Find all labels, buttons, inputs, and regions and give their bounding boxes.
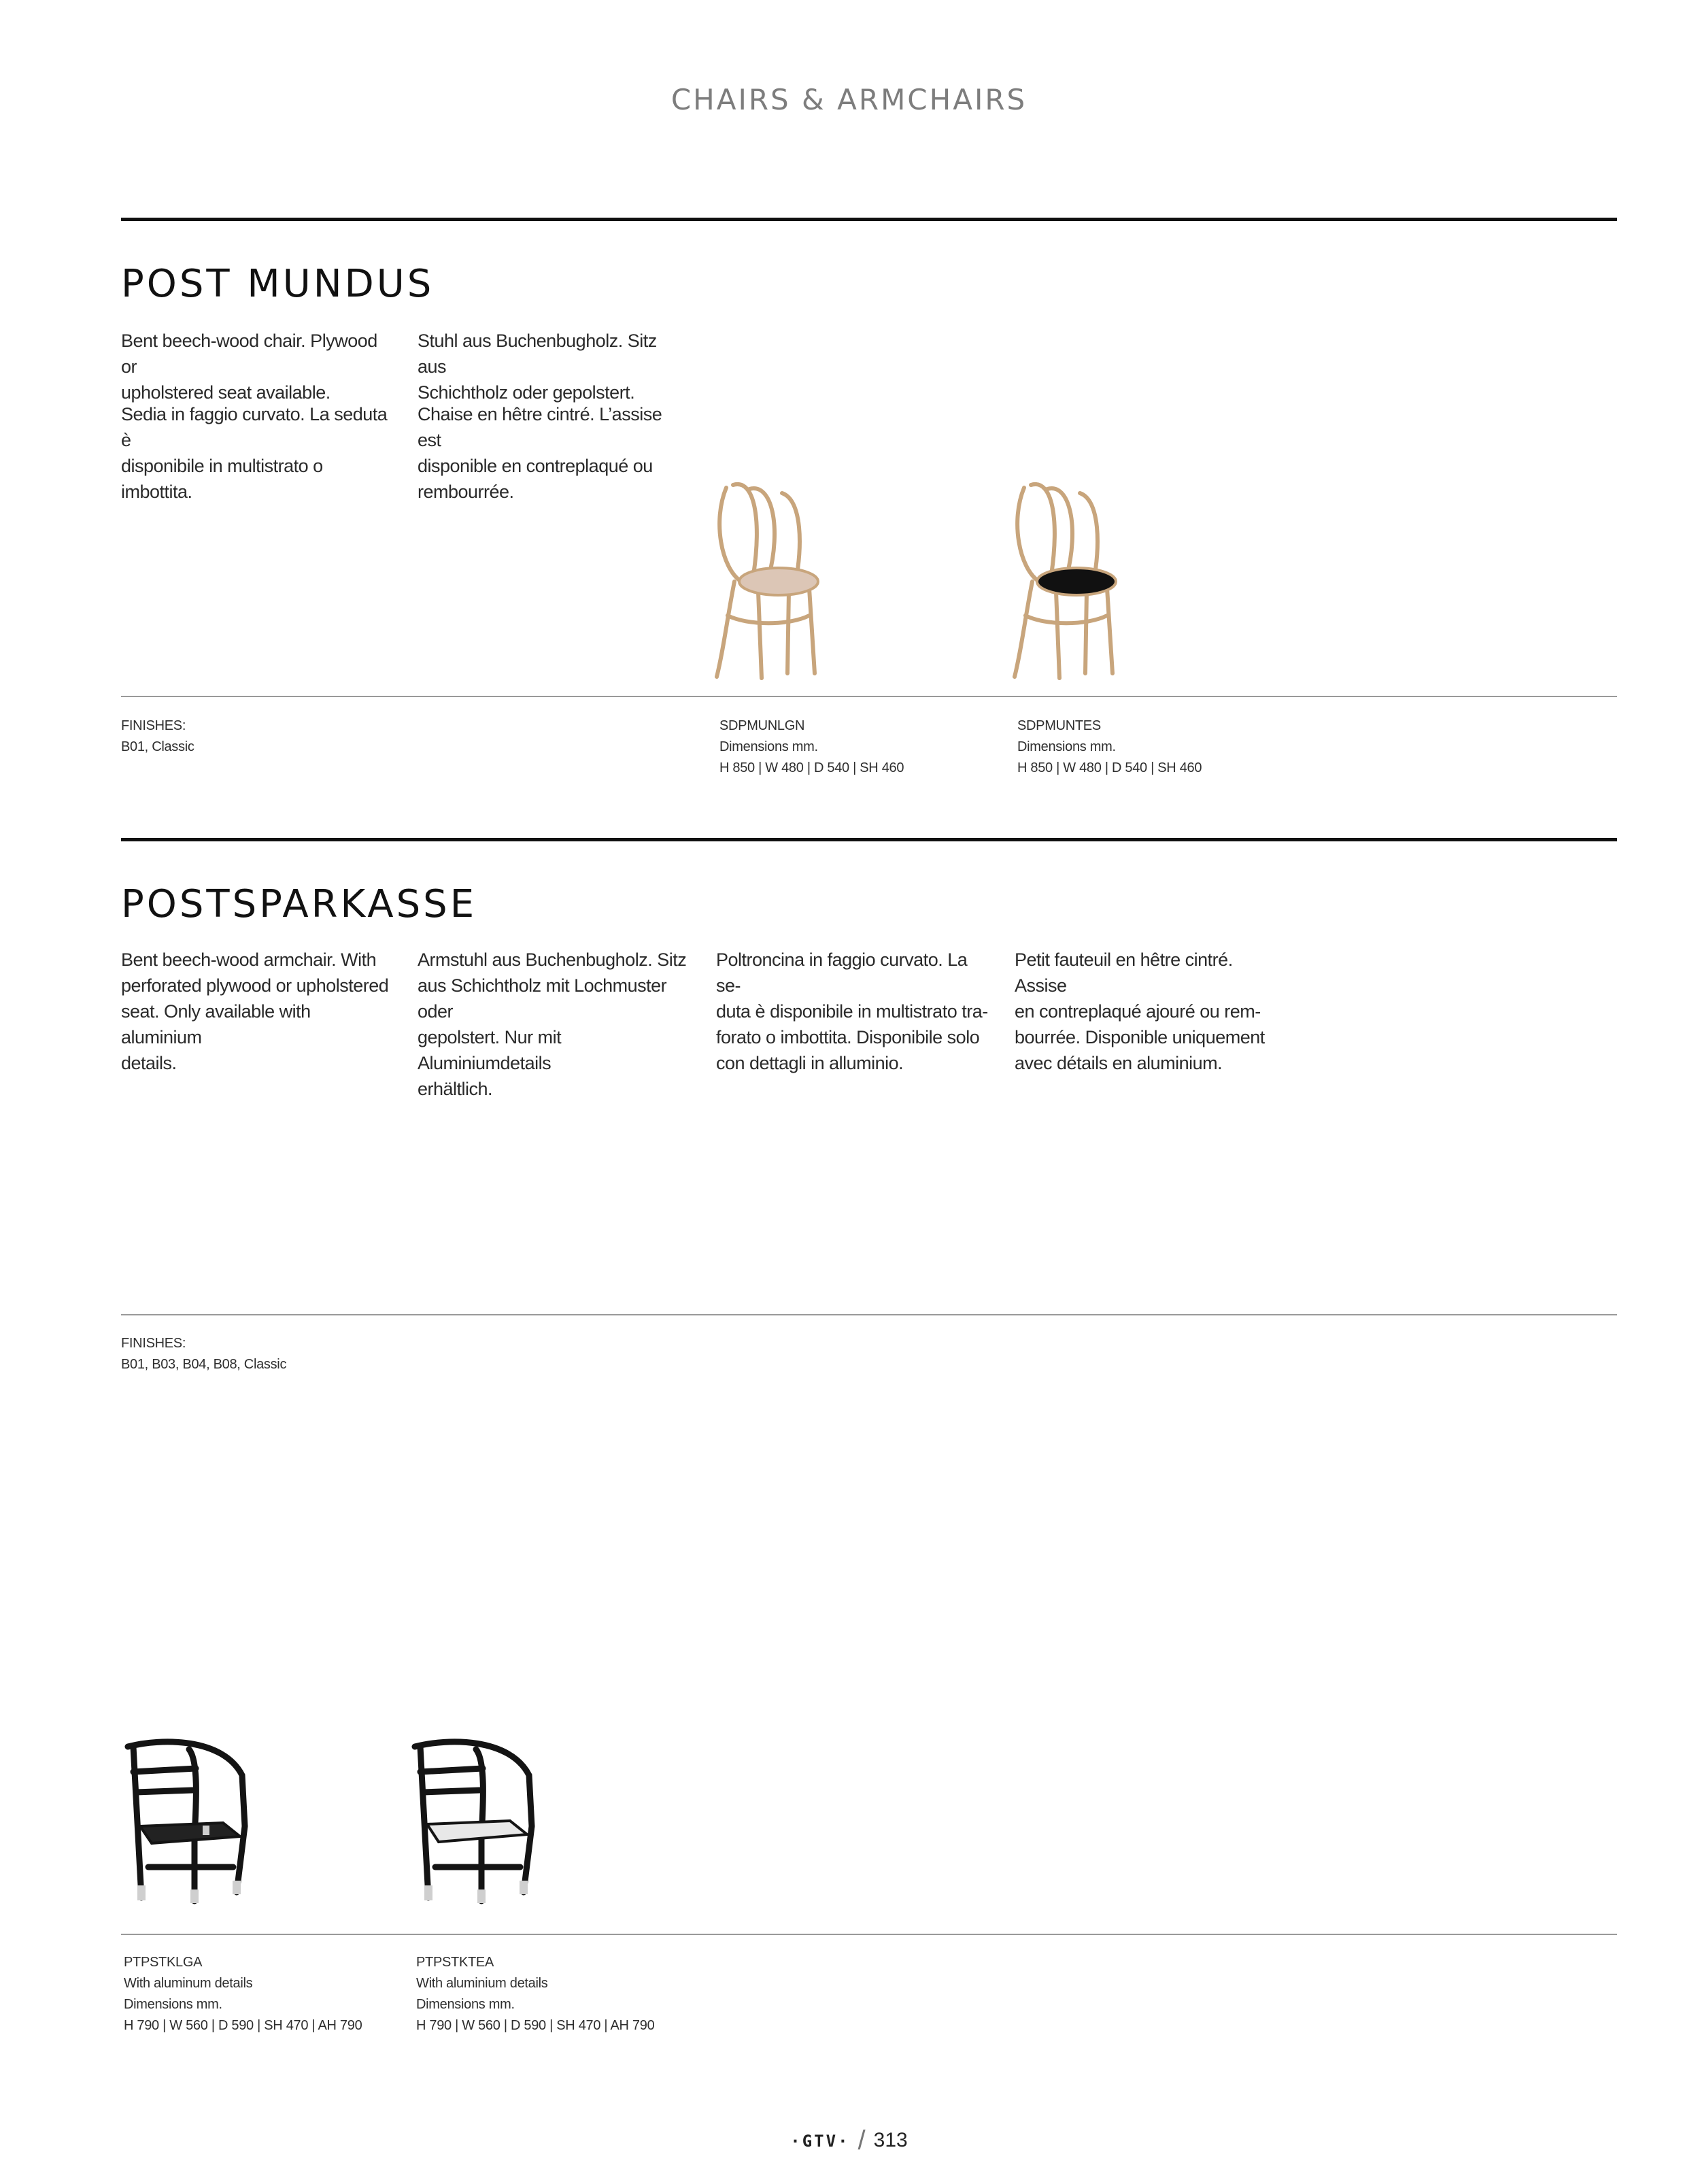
finishes-label: FINISHES:	[121, 1336, 186, 1351]
variant-note: With aluminum details	[124, 1976, 253, 1991]
finishes-label: FINISHES:	[121, 718, 186, 733]
description-fr: Chaise en hêtre cintré. L’assise est disponible en contreplaqué ou rembourrée.	[418, 404, 662, 502]
section-thin-divider	[121, 696, 1617, 697]
dimensions-label: Dimensions mm.	[416, 1997, 515, 2012]
variant-spec-sdpmunlgn	[719, 716, 904, 779]
variant-note: With aluminium details	[416, 1976, 548, 1991]
dimensions-value: H 790 | W 560 | D 590 | SH 470 | AH 790	[124, 2018, 362, 2033]
dimensions-label: Dimensions mm.	[124, 1997, 222, 2012]
page-footer	[0, 2126, 1698, 2156]
section-thin-divider	[121, 1314, 1617, 1315]
dimensions-label: Dimensions mm.	[719, 739, 818, 754]
footer-separator: /	[858, 2126, 866, 2155]
description-it: Sedia in faggio curvato. La seduta è disponibile in multistrato o imbottita.	[121, 404, 388, 502]
description-en: Bent beech-wood chair. Plywood or upholstered seat available.	[121, 331, 377, 403]
section-divider	[121, 838, 1617, 841]
description-en: Bent beech-wood armchair. With perforated plywood or upholstered seat. Only available with aluminium details.	[121, 950, 389, 1073]
dimensions-value: H 850 | W 480 | D 540 | SH 460	[1017, 760, 1202, 775]
product-title: POST MUNDUS	[121, 262, 435, 306]
dimensions-value: H 850 | W 480 | D 540 | SH 460	[719, 760, 904, 775]
variant-spec-ptpstktea	[416, 1952, 654, 2036]
description-de: Armstuhl aus Buchenbugholz. Sitz aus Schichtholz mit Lochmuster oder gepolstert. Nur mit Aluminiumdetails erhältlich.	[418, 950, 687, 1099]
finishes-block	[121, 716, 194, 758]
product-image-sdpmunlgn	[707, 480, 850, 684]
dimensions-label: Dimensions mm.	[1017, 739, 1116, 754]
description-it: Poltroncina in faggio curvato. La se- duta è disponibile in multistrato tra- forato o imbottita. Disponibile solo con dettagli in alluminio.	[716, 950, 988, 1073]
finishes-block	[121, 1333, 286, 1375]
page-number: 313	[873, 2129, 908, 2151]
dimensions-value: H 790 | W 560 | D 590 | SH 470 | AH 790	[416, 2018, 655, 2033]
finishes-value: B01, Classic	[121, 739, 194, 754]
section-divider	[121, 218, 1617, 221]
brand-logo: ·GTV·	[790, 2132, 850, 2151]
variant-code: PTPSTKLGA	[124, 1955, 203, 1970]
variant-code: SDPMUNTES	[1017, 718, 1101, 733]
variant-code: SDPMUNLGN	[719, 718, 805, 733]
variant-spec-ptpstklga	[124, 1952, 362, 2036]
product-image-sdpmuntes	[1005, 480, 1148, 684]
page-category-header: CHAIRS & ARMCHAIRS	[670, 83, 1028, 116]
description-fr: Petit fauteuil en hêtre cintré. Assise en contreplaqué ajouré ou rem- bourrée. Disponible uniquement avec détails en aluminium.	[1015, 950, 1265, 1073]
finishes-value: B01, B03, B04, B08, Classic	[121, 1357, 287, 1372]
variant-code: PTPSTKTEA	[416, 1955, 494, 1970]
product-image-ptpstklga	[121, 1734, 257, 1904]
variant-spec-sdpmuntes	[1017, 716, 1202, 779]
variants-divider	[121, 1934, 1617, 1935]
description-de: Stuhl aus Buchenbugholz. Sitz aus Schichtholz oder gepolstert.	[418, 331, 657, 403]
product-title: POSTSPARKASSE	[121, 882, 477, 926]
product-image-ptpstktea	[408, 1734, 544, 1904]
